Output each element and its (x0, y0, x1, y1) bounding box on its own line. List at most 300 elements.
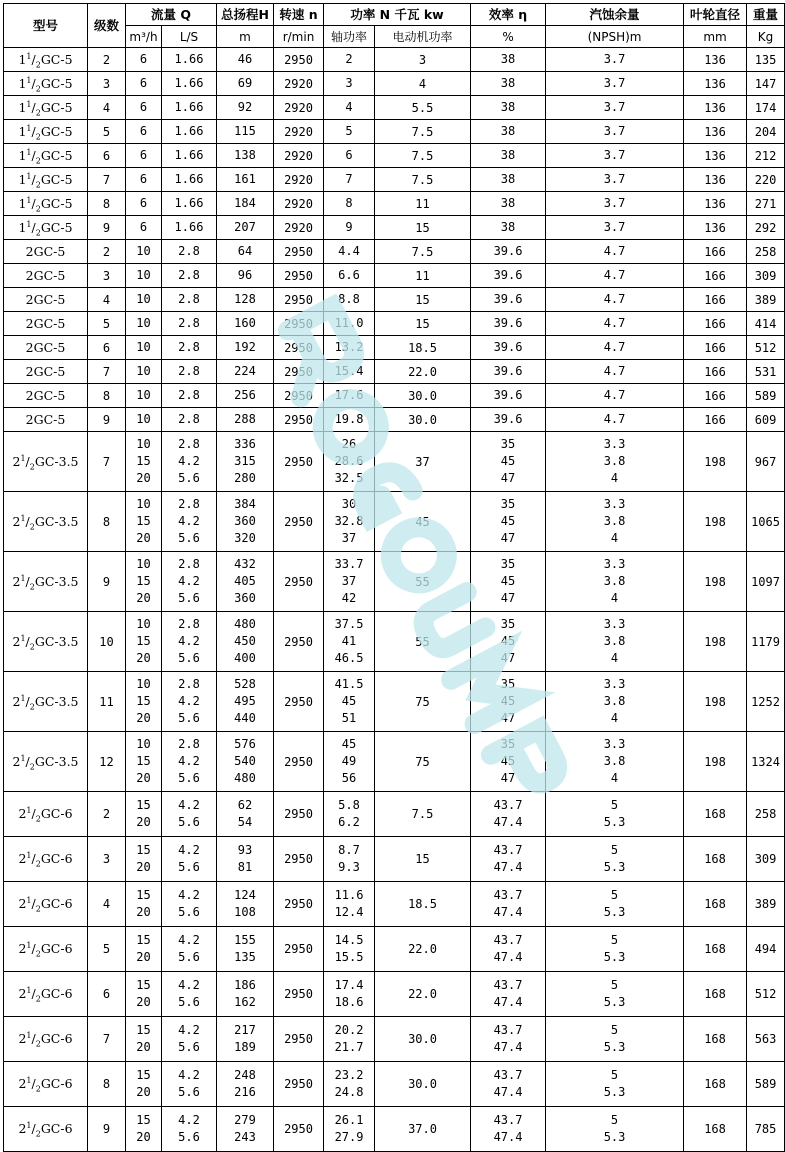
cell-motor-power: 37 (375, 432, 471, 492)
cell-flow-ls (162, 168, 217, 192)
cell-efficiency-value: 45 (500, 574, 516, 588)
model-fraction-num: 1 (20, 453, 26, 463)
cell-stages: 2 (88, 240, 126, 264)
cell-model: $2^1/_2GC-3.5$ (4, 732, 88, 792)
cell-npsh-value: 3.3 (603, 737, 626, 751)
cell-flow-m3h-value: 10 (136, 292, 151, 306)
model-fraction-num: 1 (26, 895, 32, 905)
cell-head (217, 192, 274, 216)
cell-head (217, 288, 274, 312)
cell-flow-m3h (126, 96, 162, 120)
cell-flow-m3h (126, 144, 162, 168)
cell-shaft-power (324, 837, 375, 882)
cell-head-value: 480 (234, 617, 256, 631)
cell-model (4, 312, 88, 336)
model-fraction-den: 2 (35, 228, 41, 237)
cell-stages: 9 (88, 216, 126, 240)
cell-npsh-value: 3.8 (603, 694, 626, 708)
cell-flow-ls-value: 2.8 (178, 244, 200, 258)
cell-efficiency-value: 38 (500, 76, 516, 90)
cell-head-value: 217 (234, 1023, 256, 1037)
unit-impeller: mm (684, 26, 747, 48)
cell-efficiency (471, 432, 546, 492)
cell-stages: 9 (88, 1107, 126, 1152)
cell-model: $1^1/_2GC-5$ (4, 216, 88, 240)
cell-speed: 2950 (274, 288, 324, 312)
model-fraction-num: 1 (26, 75, 32, 85)
cell-impeller: 198 (684, 732, 747, 792)
cell-head (217, 408, 274, 432)
cell-speed: 2950 (274, 312, 324, 336)
cell-efficiency (471, 612, 546, 672)
cell-flow-m3h (126, 972, 162, 1017)
spec-table-body (4, 48, 785, 1152)
cell-npsh-value: 4.7 (603, 364, 626, 378)
cell-flow-ls-value: 4.2 (178, 978, 200, 992)
cell-stages: 6 (88, 972, 126, 1017)
cell-head (217, 882, 274, 927)
cell-speed: 2950 (274, 1017, 324, 1062)
cell-head-value: 243 (234, 1130, 256, 1144)
model-suffix: GC-3.5 (34, 753, 79, 769)
cell-shaft-power-value: 8.8 (338, 292, 360, 306)
cell-impeller: 136 (684, 144, 747, 168)
cell-impeller: 166 (684, 264, 747, 288)
cell-weight: 414 (747, 312, 785, 336)
cell-impeller: 166 (684, 336, 747, 360)
cell-npsh-value: 4 (610, 531, 619, 545)
cell-speed: 2950 (274, 732, 324, 792)
cell-npsh (546, 927, 684, 972)
cell-stages: 6 (88, 336, 126, 360)
cell-flow-m3h-value: 15 (136, 634, 151, 648)
cell-stages: 4 (88, 288, 126, 312)
cell-flow-m3h (126, 48, 162, 72)
cell-flow-m3h-value: 6 (139, 100, 148, 114)
model-suffix: GC-5 (40, 171, 73, 187)
cell-head (217, 72, 274, 96)
cell-model: $2^1/_2GC-6$ (4, 1017, 88, 1062)
model-suffix: GC-5 (40, 51, 73, 67)
col-npsh-header: 汽蚀余量 (546, 4, 684, 26)
cell-shaft-power (324, 1017, 375, 1062)
cell-flow-m3h-value: 20 (136, 771, 151, 785)
cell-efficiency-value: 35 (500, 437, 516, 451)
model-fraction-den: 2 (35, 994, 41, 1004)
table-row (4, 240, 785, 264)
cell-flow-m3h-value: 10 (136, 617, 151, 631)
cell-weight: 389 (747, 882, 785, 927)
cell-model (4, 288, 88, 312)
cell-head-value: 46 (237, 52, 253, 66)
cell-flow-m3h-value: 20 (136, 711, 151, 725)
cell-stages: 10 (88, 612, 126, 672)
cell-flow-ls (162, 792, 217, 837)
cell-shaft-power (324, 360, 375, 384)
model-prefix: 2 (12, 633, 21, 649)
table-row (4, 1062, 785, 1107)
cell-weight: 1065 (747, 492, 785, 552)
cell-head-value: 93 (237, 843, 253, 857)
cell-weight: 309 (747, 837, 785, 882)
cell-stages: 3 (88, 837, 126, 882)
model-fraction-num: 1 (26, 99, 32, 109)
cell-npsh (546, 336, 684, 360)
cell-stages: 8 (88, 1062, 126, 1107)
cell-shaft-power-value: 3 (345, 76, 353, 90)
cell-weight: 512 (747, 336, 785, 360)
cell-motor-power: 55 (375, 612, 471, 672)
cell-shaft-power-value: 49 (341, 754, 357, 768)
cell-npsh-value: 3.7 (603, 100, 626, 114)
cell-npsh-value: 5.3 (603, 995, 626, 1009)
cell-flow-ls (162, 882, 217, 927)
cell-efficiency-value: 43.7 (493, 888, 523, 902)
cell-shaft-power (324, 1062, 375, 1107)
cell-flow-ls-value: 4.2 (178, 888, 200, 902)
model-fraction-num: 1 (26, 51, 32, 61)
cell-flow-m3h (126, 792, 162, 837)
model-fraction-num: 1 (26, 805, 32, 815)
cell-weight: 258 (747, 240, 785, 264)
cell-impeller: 166 (684, 312, 747, 336)
cell-head (217, 384, 274, 408)
cell-weight: 609 (747, 408, 785, 432)
cell-flow-ls (162, 432, 217, 492)
cell-motor-power: 11 (375, 264, 471, 288)
cell-motor-power: 75 (375, 732, 471, 792)
table-row (4, 72, 785, 96)
cell-npsh-value: 4.7 (603, 412, 626, 426)
cell-shaft-power (324, 264, 375, 288)
cell-weight: 271 (747, 192, 785, 216)
cell-shaft-power-value: 32.5 (334, 471, 364, 485)
model-prefix: 1 (18, 171, 27, 187)
cell-npsh (546, 552, 684, 612)
cell-flow-m3h-value: 10 (136, 557, 151, 571)
cell-flow-m3h-value: 6 (139, 52, 148, 66)
cell-efficiency-value: 35 (500, 617, 516, 631)
cell-motor-power: 45 (375, 492, 471, 552)
cell-model: $2^1/_2GC-3.5$ (4, 492, 88, 552)
cell-npsh-value: 3.7 (603, 196, 626, 210)
cell-shaft-power-value: 42 (341, 591, 357, 605)
cell-flow-ls-value: 1.66 (174, 76, 204, 90)
cell-shaft-power-value: 9 (345, 220, 353, 234)
cell-stages: 7 (88, 168, 126, 192)
cell-model: $1^1/_2GC-5$ (4, 48, 88, 72)
cell-npsh-value: 4 (610, 651, 619, 665)
model-suffix: GC-6 (40, 1121, 73, 1136)
cell-impeller: 136 (684, 72, 747, 96)
cell-npsh (546, 492, 684, 552)
cell-model (4, 264, 88, 288)
cell-flow-ls (162, 672, 217, 732)
cell-efficiency (471, 240, 546, 264)
cell-efficiency (471, 882, 546, 927)
cell-head-value: 186 (234, 978, 256, 992)
table-row (4, 48, 785, 72)
cell-efficiency-value: 38 (500, 52, 516, 66)
cell-efficiency-value: 38 (500, 196, 516, 210)
cell-head (217, 240, 274, 264)
cell-shaft-power-value: 45 (341, 737, 357, 751)
unit-flow-m3h: m³/h (126, 26, 162, 48)
cell-npsh-value: 4.7 (603, 268, 626, 282)
model-prefix: 2GC-5 (25, 387, 66, 403)
cell-head (217, 144, 274, 168)
cell-efficiency-value: 39.6 (493, 412, 523, 426)
cell-speed: 2920 (274, 144, 324, 168)
cell-impeller: 136 (684, 96, 747, 120)
cell-efficiency-value: 47.4 (493, 1085, 523, 1099)
cell-flow-ls-value: 4.2 (178, 694, 200, 708)
cell-flow-ls-value: 5.6 (178, 471, 200, 485)
cell-shaft-power-value: 32.8 (334, 514, 364, 528)
cell-flow-ls (162, 1017, 217, 1062)
cell-head-value: 360 (234, 514, 256, 528)
cell-weight: 967 (747, 432, 785, 492)
cell-npsh-value: 5.3 (603, 1040, 626, 1054)
cell-impeller: 166 (684, 408, 747, 432)
cell-flow-ls (162, 264, 217, 288)
cell-head (217, 492, 274, 552)
model-fraction-num: 1 (20, 573, 26, 583)
cell-flow-ls-value: 4.2 (178, 1113, 200, 1127)
cell-flow-m3h-value: 20 (136, 591, 151, 605)
cell-model: $2^1/_2GC-3.5$ (4, 432, 88, 492)
cell-flow-ls-value: 2.8 (178, 412, 200, 426)
cell-npsh-value: 5.3 (603, 1130, 626, 1144)
cell-flow-m3h (126, 552, 162, 612)
cell-efficiency (471, 732, 546, 792)
cell-npsh (546, 312, 684, 336)
cell-motor-power: 18.5 (375, 336, 471, 360)
unit-flow-ls: L/S (162, 26, 217, 48)
cell-motor-power: 4 (375, 72, 471, 96)
cell-motor-power: 22.0 (375, 360, 471, 384)
cell-npsh (546, 672, 684, 732)
cell-efficiency-value: 47.4 (493, 905, 523, 919)
cell-motor-power: 5.5 (375, 96, 471, 120)
cell-impeller: 198 (684, 552, 747, 612)
cell-motor-power: 3 (375, 48, 471, 72)
cell-shaft-power-value: 7 (345, 172, 353, 186)
cell-efficiency-value: 47 (500, 531, 516, 545)
cell-flow-ls (162, 552, 217, 612)
cell-weight: 785 (747, 1107, 785, 1152)
cell-npsh-value: 5 (610, 933, 619, 947)
cell-flow-m3h-value: 10 (136, 244, 151, 258)
cell-head-value: 400 (234, 651, 256, 665)
cell-impeller: 166 (684, 360, 747, 384)
cell-head-value: 279 (234, 1113, 256, 1127)
cell-flow-ls (162, 837, 217, 882)
cell-head-value: 135 (234, 950, 256, 964)
cell-head (217, 837, 274, 882)
cell-flow-m3h-value: 15 (136, 798, 151, 812)
model-fraction-den: 2 (35, 1039, 41, 1049)
cell-motor-power: 75 (375, 672, 471, 732)
cell-flow-m3h-value: 10 (136, 412, 151, 426)
table-row (4, 96, 785, 120)
cell-flow-m3h-value: 15 (136, 843, 151, 857)
model-prefix: 1 (18, 195, 27, 211)
cell-head-value: 69 (237, 76, 253, 90)
cell-efficiency-value: 39.6 (493, 316, 523, 330)
cell-flow-m3h-value: 15 (136, 694, 151, 708)
cell-efficiency (471, 927, 546, 972)
cell-npsh-value: 4 (610, 711, 619, 725)
cell-flow-ls (162, 48, 217, 72)
cell-flow-m3h-value: 15 (136, 1068, 151, 1082)
model-fraction-den: 2 (35, 859, 41, 869)
cell-motor-power: 55 (375, 552, 471, 612)
model-fraction-num: 1 (26, 850, 32, 860)
cell-model: $1^1/_2GC-5$ (4, 120, 88, 144)
cell-head-value: 62 (237, 798, 253, 812)
cell-weight: 1179 (747, 612, 785, 672)
cell-head (217, 1017, 274, 1062)
cell-flow-m3h-value: 20 (136, 1130, 151, 1144)
cell-efficiency (471, 492, 546, 552)
cell-efficiency (471, 792, 546, 837)
cell-efficiency-value: 45 (500, 754, 516, 768)
cell-weight: 147 (747, 72, 785, 96)
cell-flow-ls-value: 2.8 (178, 737, 200, 751)
cell-speed: 2920 (274, 120, 324, 144)
cell-motor-power: 30.0 (375, 408, 471, 432)
cell-npsh-value: 3.7 (603, 148, 626, 162)
cell-model: $1^1/_2GC-5$ (4, 72, 88, 96)
col-head-header: 总扬程H (217, 4, 274, 26)
cell-head-value: 248 (234, 1068, 256, 1082)
cell-npsh-value: 4.7 (603, 316, 626, 330)
cell-impeller: 168 (684, 837, 747, 882)
cell-flow-m3h-value: 15 (136, 1023, 151, 1037)
cell-efficiency-value: 39.6 (493, 388, 523, 402)
cell-impeller: 168 (684, 792, 747, 837)
cell-flow-m3h-value: 20 (136, 995, 151, 1009)
cell-flow-m3h (126, 672, 162, 732)
model-fraction-den: 2 (35, 814, 41, 824)
table-row (4, 288, 785, 312)
cell-motor-power: 15 (375, 288, 471, 312)
cell-flow-m3h (126, 492, 162, 552)
model-fraction-den: 2 (35, 904, 41, 914)
cell-motor-power: 7.5 (375, 240, 471, 264)
cell-speed: 2950 (274, 1062, 324, 1107)
cell-shaft-power-value: 11.0 (334, 316, 364, 330)
cell-model: $1^1/_2GC-5$ (4, 192, 88, 216)
cell-flow-m3h (126, 1107, 162, 1152)
cell-npsh-value: 3.8 (603, 634, 626, 648)
model-fraction-den: 2 (35, 108, 41, 117)
cell-flow-m3h-value: 15 (136, 1113, 151, 1127)
cell-impeller: 136 (684, 168, 747, 192)
cell-shaft-power-value: 4 (345, 100, 353, 114)
cell-npsh (546, 264, 684, 288)
model-suffix: GC-5 (40, 195, 73, 211)
cell-flow-ls (162, 312, 217, 336)
cell-efficiency (471, 120, 546, 144)
cell-head (217, 48, 274, 72)
table-row (4, 408, 785, 432)
cell-npsh-value: 3.3 (603, 617, 626, 631)
cell-flow-ls-value: 1.66 (174, 172, 204, 186)
cell-flow-m3h (126, 240, 162, 264)
cell-flow-m3h (126, 312, 162, 336)
cell-shaft-power (324, 96, 375, 120)
cell-shaft-power-value: 28.6 (334, 454, 364, 468)
cell-head-value: 336 (234, 437, 256, 451)
model-fraction-den: 2 (29, 462, 35, 471)
cell-speed: 2950 (274, 552, 324, 612)
cell-impeller: 168 (684, 1107, 747, 1152)
cell-efficiency-value: 47.4 (493, 815, 523, 829)
cell-speed: 2950 (274, 240, 324, 264)
cell-efficiency (471, 144, 546, 168)
cell-npsh-value: 5 (610, 843, 619, 857)
cell-speed: 2950 (274, 882, 324, 927)
cell-head-value: 54 (237, 815, 253, 829)
cell-flow-m3h-value: 10 (136, 737, 151, 751)
model-prefix: 1 (18, 219, 27, 235)
cell-flow-m3h (126, 1062, 162, 1107)
cell-efficiency (471, 312, 546, 336)
cell-motor-power: 7.5 (375, 144, 471, 168)
cell-shaft-power-value: 46.5 (334, 651, 364, 665)
cell-shaft-power (324, 168, 375, 192)
cell-flow-ls-value: 2.8 (178, 388, 200, 402)
cell-head (217, 360, 274, 384)
model-fraction-num: 1 (26, 985, 32, 995)
cell-efficiency (471, 552, 546, 612)
cell-efficiency (471, 168, 546, 192)
cell-stages: 7 (88, 1017, 126, 1062)
model-suffix: GC-5 (40, 75, 73, 91)
model-prefix: 2GC-5 (25, 243, 66, 259)
cell-impeller: 198 (684, 672, 747, 732)
cell-flow-m3h (126, 72, 162, 96)
cell-head-value: 528 (234, 677, 256, 691)
model-prefix: 1 (18, 123, 27, 139)
cell-shaft-power-value: 26 (341, 437, 357, 451)
model-prefix: 2 (18, 806, 27, 821)
cell-npsh-value: 4 (610, 771, 619, 785)
cell-npsh-value: 4 (610, 471, 619, 485)
model-prefix: 2GC-5 (25, 363, 66, 379)
cell-head-value: 138 (234, 148, 256, 162)
cell-head-value: 192 (234, 340, 256, 354)
cell-efficiency-value: 45 (500, 454, 516, 468)
unit-shaft-power: 轴功率 (324, 26, 375, 48)
cell-impeller: 136 (684, 120, 747, 144)
cell-flow-ls (162, 72, 217, 96)
cell-weight: 212 (747, 144, 785, 168)
model-prefix: 2 (18, 941, 27, 956)
cell-npsh-value: 5.3 (603, 1085, 626, 1099)
table-row (4, 837, 785, 882)
cell-efficiency-value: 45 (500, 514, 516, 528)
cell-impeller: 198 (684, 612, 747, 672)
cell-efficiency-value: 39.6 (493, 292, 523, 306)
cell-weight: 512 (747, 972, 785, 1017)
model-prefix: 2GC-5 (25, 267, 66, 283)
cell-weight: 135 (747, 48, 785, 72)
cell-flow-ls-value: 5.6 (178, 771, 200, 785)
cell-head-value: 207 (234, 220, 256, 234)
